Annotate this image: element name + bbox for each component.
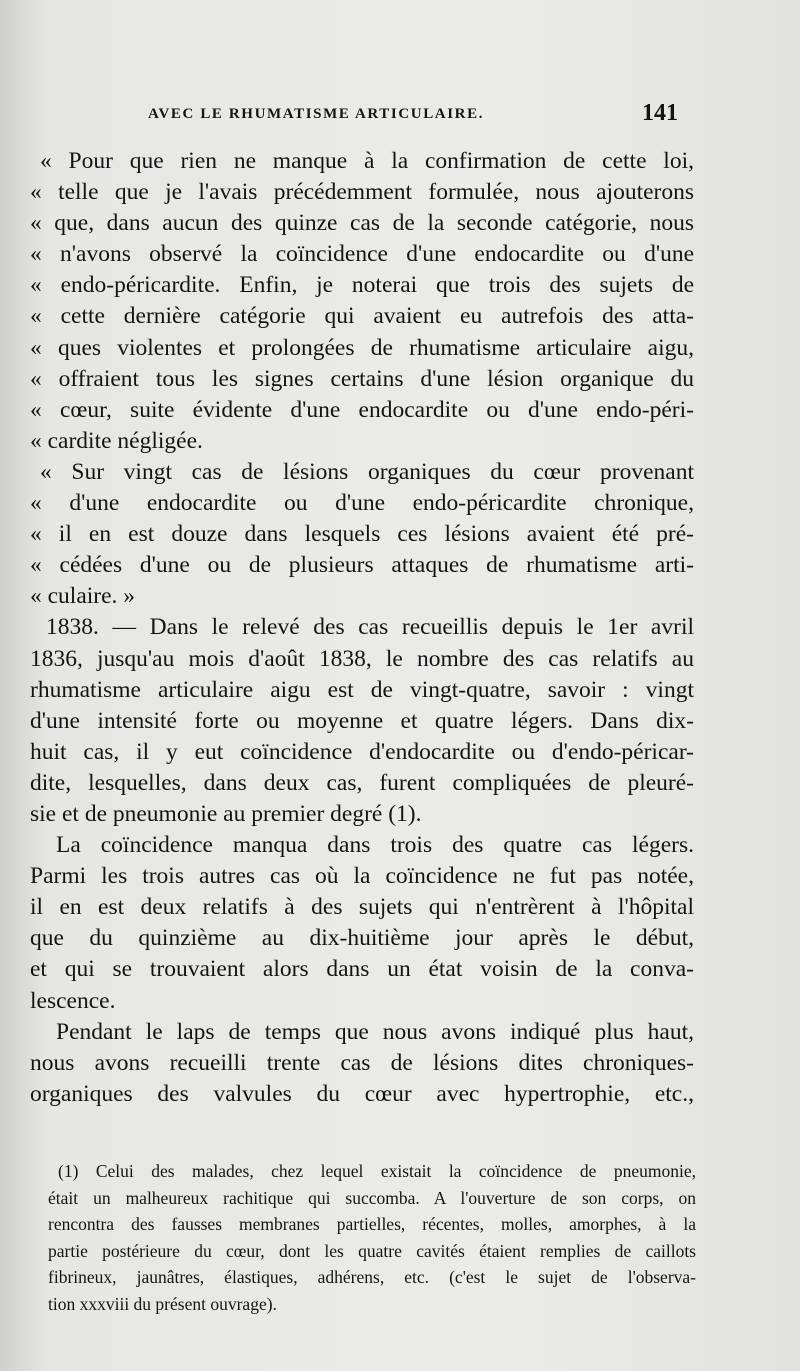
text-line: huit cas, il y eut coïncidence d'endocardite ou d'endo-péricar- xyxy=(30,738,694,765)
text-line: lescence. xyxy=(30,987,116,1014)
text-line: d'une intensité forte ou moyenne et quatre légers. Dans dix- xyxy=(30,707,694,734)
text-line: « cette dernière catégorie qui avaient eu autrefois des atta- xyxy=(30,303,694,330)
text-line: sie et de pneumonie au premier degré (1). xyxy=(30,800,422,827)
text-line: « cédées d'une ou de plusieurs attaques de rhumatisme arti- xyxy=(30,552,694,579)
page-header xyxy=(148,100,678,134)
text-line: que du quinzième au dix-huitième jour après le début, xyxy=(30,925,694,952)
footnote-line: partie postérieure du cœur, dont les quatre cavités étaient remplies de caillots xyxy=(48,1240,696,1261)
text-line: Pendant le laps de temps que nous avons indiqué plus haut, xyxy=(56,1018,694,1045)
text-line: « Pour que rien ne manque à la confirmation de cette loi, xyxy=(40,148,694,174)
text-line: « Sur vingt cas de lésions organiques du cœur provenant xyxy=(40,458,694,485)
text-line: Parmi les trois autres cas où la coïncidence ne fut pas notée, xyxy=(30,863,694,890)
text-line: 1838. — Dans le relevé des cas recueillis depuis le 1er avril xyxy=(46,614,694,641)
text-line: « cœur, suite évidente d'une endocardite ou d'une endo-péri- xyxy=(30,396,694,423)
text-line: dite, lesquelles, dans deux cas, furent compliquées de pleuré- xyxy=(30,769,694,796)
footnote-line: tion xxxviii du présent ouvrage). xyxy=(48,1293,277,1314)
text-line: « telle que je l'avais précédemment formulée, nous ajouterons xyxy=(30,179,694,206)
text-line: « il en est douze dans lesquels ces lésions avaient été pré- xyxy=(30,521,694,548)
footnote-line: était un malheureux rachitique qui succomba. A l'ouverture de son corps, on xyxy=(48,1187,696,1208)
footnote-line: rencontra des fausses membranes partielles, récentes, molles, amorphes, à la xyxy=(48,1214,696,1235)
text-line: 1836, jusqu'au mois d'août 1838, le nombre des cas relatifs au xyxy=(30,645,694,672)
text-line: « culaire. » xyxy=(30,583,136,610)
text-line: « offraient tous les signes certains d'une lésion organique du xyxy=(30,365,694,392)
text-line: il en est deux relatifs à des sujets qui n'entrèrent à l'hôpital xyxy=(30,894,694,921)
text-line: « n'avons observé la coïncidence d'une endocardite ou d'une xyxy=(30,241,694,268)
text-line: « endo-péricardite. Enfin, je noterai que trois des sujets de xyxy=(30,272,694,299)
page-number: 141 xyxy=(642,100,678,126)
text-line: « d'une endocardite ou d'une endo-péricardite chronique, xyxy=(30,490,694,517)
footnote-line: fibrineux, jaunâtres, élastiques, adhérens, etc. (c'est le sujet de l'observa- xyxy=(48,1267,696,1288)
text-line: et qui se trouvaient alors dans un état voisin de la conva- xyxy=(30,956,694,983)
running-title: AVEC LE RHUMATISME ARTICULAIRE. xyxy=(148,106,485,122)
text-line: La coïncidence manqua dans trois des quatre cas légers. xyxy=(56,832,694,859)
text-line: « cardite négligée. xyxy=(30,427,203,454)
text-line: « ques violentes et prolongées de rhumatisme articulaire aigu, xyxy=(30,334,694,361)
footnote-line: (1) Celui des malades, chez lequel existait la coïncidence de pneumonie, xyxy=(58,1161,696,1181)
text-line: nous avons recueilli trente cas de lésions dites chroniques- xyxy=(30,1049,694,1076)
body-text xyxy=(30,146,694,1110)
text-line: organiques des valvules du cœur avec hypertrophie, etc., xyxy=(30,1080,694,1107)
footnote xyxy=(48,1158,696,1318)
text-line: « que, dans aucun des quinze cas de la seconde catégorie, nous xyxy=(30,210,694,237)
text-line: rhumatisme articulaire aigu est de vingt-quatre, savoir : vingt xyxy=(30,676,694,703)
